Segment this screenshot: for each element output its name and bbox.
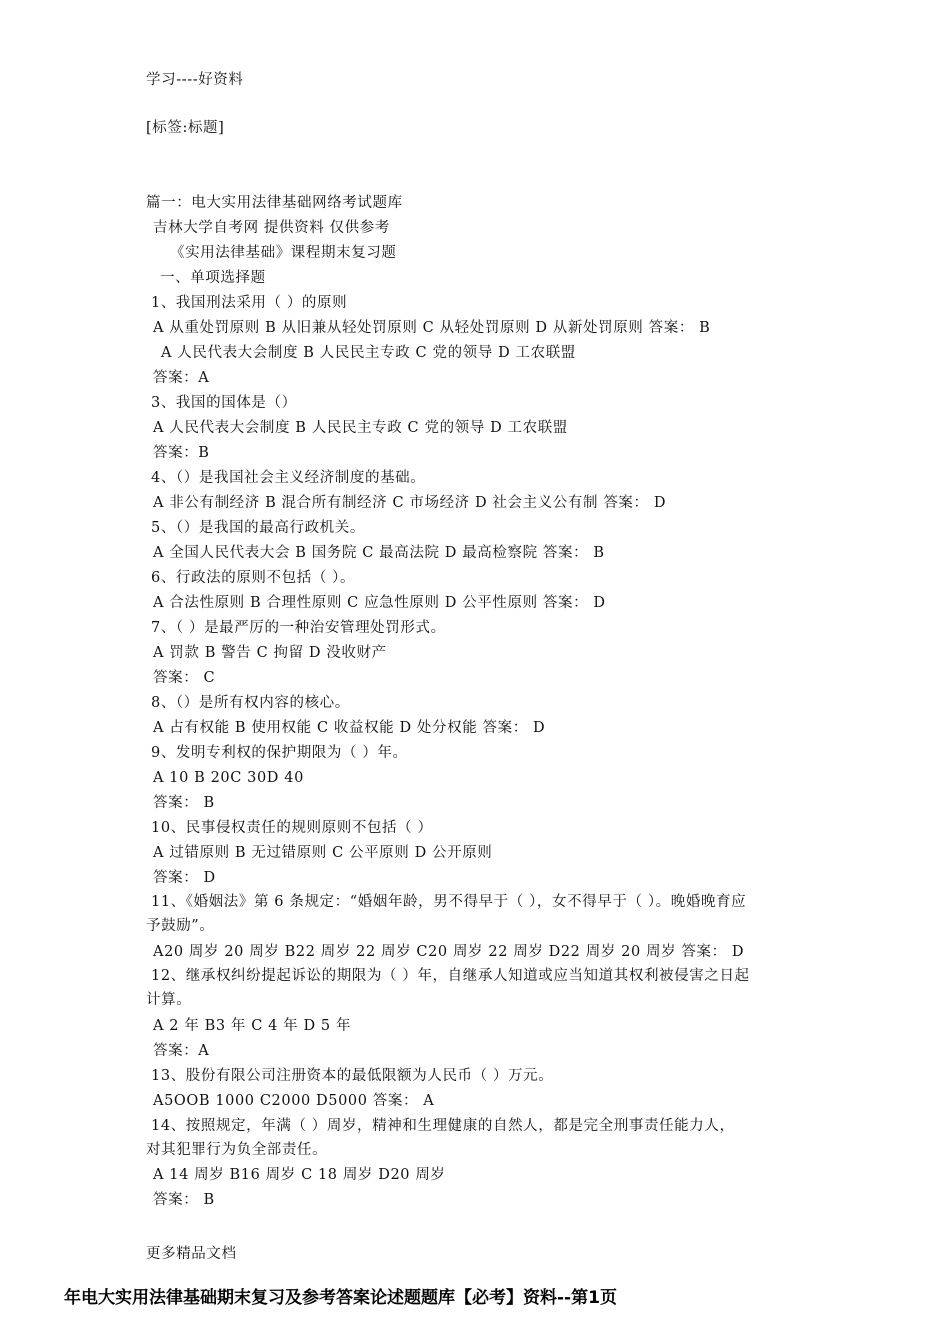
doc-line: 对其犯罪行为负全部责任。 [146, 1142, 328, 1158]
doc-line: 予鼓励”。 [146, 918, 215, 934]
doc-line: A20 周岁 20 周岁 B22 周岁 22 周岁 C20 周岁 22 周岁 D22 周岁 20 周岁 答案： D [153, 944, 745, 960]
page-footer-banner: 年电大实用法律基础期末复习及参考答案论述题题库【必考】资料--第1页 [64, 1288, 617, 1308]
more-docs-label: 更多精品文档 [146, 1246, 237, 1262]
doc-line: 答案：B [153, 445, 210, 461]
doc-line: 9、发明专利权的保护期限为（ ）年。 [151, 745, 408, 761]
doc-line: A 10 B 20C 30D 40 [153, 770, 304, 786]
doc-line: 答案：A [153, 370, 210, 386]
doc-line: A 从重处罚原则 B 从旧兼从轻处罚原则 C 从轻处罚原则 D 从新处罚原则 答案： B [153, 320, 711, 336]
doc-line: A 占有权能 B 使用权能 C 收益权能 D 处分权能 答案： D [153, 720, 546, 736]
doc-line: A 2 年 B3 年 C 4 年 D 5 年 [153, 1018, 352, 1034]
doc-line: A 人民代表大会制度 B 人民民主专政 C 党的领导 D 工农联盟 [153, 420, 568, 436]
doc-line: 3、我国的国体是（） [151, 395, 297, 411]
doc-line: A 人民代表大会制度 B 人民民主专政 C 党的领导 D 工农联盟 [161, 345, 576, 361]
doc-line: 1、我国刑法采用（ ）的原则 [151, 295, 348, 311]
doc-line: A 过错原则 B 无过错原则 C 公平原则 D 公开原则 [153, 845, 493, 861]
doc-line: 答案： B [153, 795, 215, 811]
doc-line: 12、继承权纠纷提起诉讼的期限为（ ）年，自继承人知道或应当知道其权利被侵害之日起 [151, 968, 750, 984]
doc-line: 6、行政法的原则不包括（ ）。 [151, 570, 356, 586]
doc-line: 5、（）是我国的最高行政机关。 [151, 520, 365, 536]
doc-line: 10、民事侵权责任的规则原则不包括（ ） [151, 820, 433, 836]
tag-label: [标签:标题] [146, 120, 225, 136]
doc-line: 14、按照规定，年满（ ）周岁，精神和生理健康的自然人，都是完全刑事责任能力人， [151, 1118, 735, 1134]
doc-line: 答案： D [153, 870, 216, 886]
doc-line: A 非公有制经济 B 混合所有制经济 C 市场经济 D 社会主义公有制 答案： D [153, 495, 667, 511]
doc-line: 一、单项选择题 [160, 270, 266, 286]
doc-line: 7、（ ）是最严厉的一种治安管理处罚形式。 [151, 620, 446, 636]
doc-line: 11、《婚姻法》第 6 条规定：“婚姻年龄，男不得早于（ ），女不得早于（ ）。晚婚晚育应 [151, 894, 747, 910]
doc-line: 答案： C [153, 670, 216, 686]
doc-line: 8、（）是所有权内容的核心。 [151, 695, 350, 711]
doc-line: 计算。 [146, 992, 192, 1008]
doc-line: A5OOB 1000 C2000 D5000 答案： A [153, 1093, 435, 1109]
doc-line: A 14 周岁 B16 周岁 C 18 周岁 D20 周岁 [153, 1167, 446, 1183]
doc-line: 4、（）是我国社会主义经济制度的基础。 [151, 470, 426, 486]
top-label: 学习----好资料 [146, 72, 244, 88]
doc-line: A 合法性原则 B 合理性原则 C 应急性原则 D 公平性原则 答案： D [153, 595, 606, 611]
doc-line: 答案：A [153, 1043, 210, 1059]
doc-line: 答案： B [153, 1192, 215, 1208]
doc-line: 篇一：电大实用法律基础网络考试题库 [146, 195, 403, 211]
doc-line: 13、股份有限公司注册资本的最低限额为人民币（ ）万元。 [151, 1068, 554, 1084]
doc-line: 吉林大学自考网 提供资料 仅供参考 [153, 220, 390, 236]
doc-line: A 罚款 B 警告 C 拘留 D 没收财产 [153, 645, 387, 661]
doc-line: A 全国人民代表大会 B 国务院 C 最高法院 D 最高检察院 答案： B [153, 545, 605, 561]
doc-line: 《实用法律基础》课程期末复习题 [170, 245, 397, 261]
